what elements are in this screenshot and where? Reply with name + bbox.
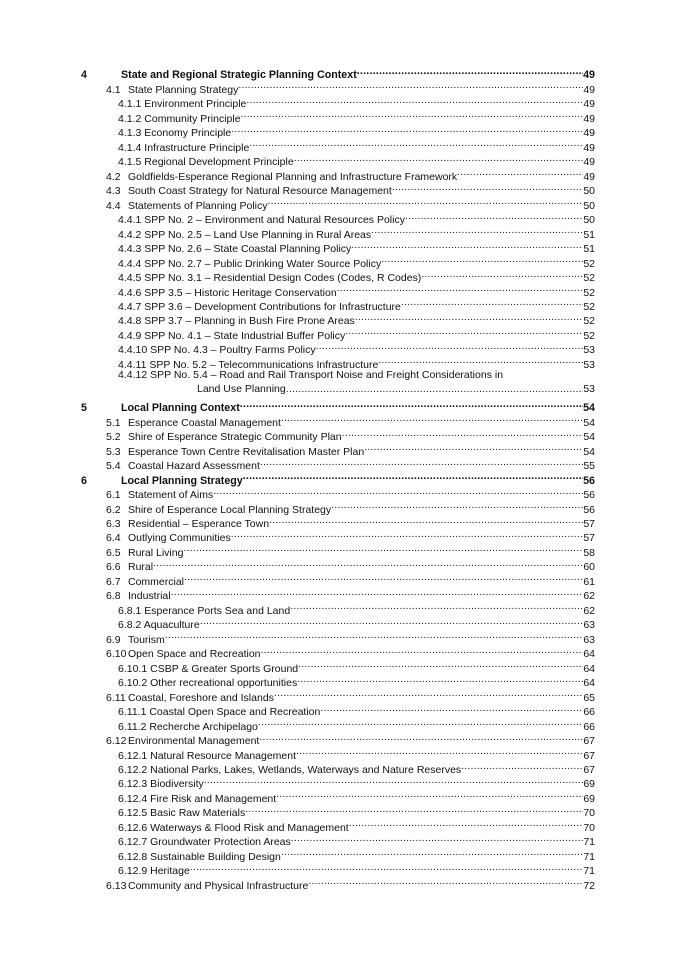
toc-entry-page-number: 54 bbox=[583, 416, 595, 429]
toc-entry[interactable] bbox=[81, 556, 595, 574]
toc-entry-number: 6.13 bbox=[106, 879, 127, 892]
toc-entry-number: 4.2 bbox=[106, 170, 121, 183]
toc-entry-page-number: 54 bbox=[583, 431, 595, 444]
dot-leader bbox=[245, 802, 583, 816]
toc-entry[interactable] bbox=[81, 802, 595, 820]
dot-leader bbox=[401, 296, 583, 310]
toc-entry-page-number: 63 bbox=[583, 633, 595, 646]
toc-entry[interactable] bbox=[81, 252, 595, 270]
toc-entry-page-number: 66 bbox=[583, 720, 595, 733]
dot-leader bbox=[281, 411, 583, 425]
toc-entry-title: South Coast Strategy for Natural Resource Management bbox=[128, 185, 392, 198]
toc-entry-title: Land Use Planning bbox=[197, 383, 286, 396]
toc-entry[interactable] bbox=[81, 874, 595, 892]
toc-entry[interactable] bbox=[81, 122, 595, 140]
toc-entry[interactable] bbox=[81, 93, 595, 111]
toc-entry-number: 4.4 bbox=[106, 199, 121, 212]
toc-entry-title: Shire of Esperance Local Planning Strategy bbox=[128, 503, 332, 516]
toc-entry-number: 5 bbox=[81, 402, 87, 415]
toc-entry[interactable] bbox=[81, 107, 595, 125]
toc-entry-title: 6.12.6 Waterways & Flood Risk and Management bbox=[118, 821, 349, 834]
toc-entry-title: 4.4.6 SPP 3.5 – Historic Heritage Conservation bbox=[118, 286, 337, 299]
toc-entry-title: Coastal Hazard Assessment bbox=[128, 460, 260, 473]
toc-entry[interactable] bbox=[81, 570, 595, 588]
toc-entry-title: 4.1.4 Infrastructure Principle bbox=[118, 141, 250, 154]
toc-entry-title: 6.10.1 CSBP & Greater Sports Ground bbox=[118, 662, 299, 675]
toc-entry[interactable] bbox=[81, 686, 595, 704]
toc-entry-page-number: 56 bbox=[583, 474, 595, 487]
toc-entry[interactable] bbox=[81, 730, 595, 748]
toc-entry-title: 4.4.7 SPP 3.6 – Development Contributions for Infrastructure bbox=[118, 300, 401, 313]
dot-leader bbox=[320, 701, 583, 715]
toc-entry-page-number: 52 bbox=[583, 257, 595, 270]
toc-entry[interactable] bbox=[81, 845, 595, 863]
toc-entry-page-number: 70 bbox=[583, 807, 595, 820]
toc-entry-number: 6.6 bbox=[106, 561, 121, 574]
toc-entry-title: Industrial bbox=[128, 590, 171, 603]
toc-entry-title: Rural bbox=[128, 561, 154, 574]
toc-entry-title: 4.1.1 Environment Principle bbox=[118, 98, 247, 111]
dot-leader bbox=[349, 816, 584, 830]
toc-entry-title: Environmental Management bbox=[128, 735, 260, 748]
toc-entry-page-number: 63 bbox=[583, 619, 595, 632]
dot-leader bbox=[297, 672, 583, 686]
toc-entry-title: Tourism bbox=[128, 633, 165, 646]
dot-leader bbox=[357, 64, 583, 78]
dot-leader bbox=[259, 730, 583, 744]
dot-leader bbox=[153, 556, 583, 570]
toc-entry-page-number: 62 bbox=[583, 590, 595, 603]
toc-entry-title: Local Planning Context bbox=[121, 402, 240, 415]
toc-entry[interactable] bbox=[81, 194, 595, 212]
toc-entry-page-number: 54 bbox=[583, 402, 595, 415]
toc-entry-page-number: 57 bbox=[583, 532, 595, 545]
toc-entry-title: Statements of Planning Policy bbox=[128, 199, 268, 212]
toc-entry-number: 6 bbox=[81, 474, 87, 487]
toc-entry-page-number: 64 bbox=[583, 677, 595, 690]
toc-entry[interactable] bbox=[81, 614, 595, 632]
dot-leader bbox=[260, 455, 583, 469]
toc-entry[interactable] bbox=[81, 78, 595, 96]
toc-entry-title: 6.12.8 Sustainable Building Design bbox=[118, 850, 281, 863]
toc-entry-title: Outlying Communities bbox=[128, 532, 231, 545]
dot-leader bbox=[165, 628, 584, 642]
toc-entry-title: Open Space and Recreation bbox=[128, 648, 261, 661]
toc-entry-title: Community and Physical Infrastructure bbox=[128, 879, 309, 892]
toc-entry[interactable] bbox=[81, 151, 595, 169]
toc-entry-page-number: 71 bbox=[583, 836, 595, 849]
toc-entry[interactable] bbox=[81, 267, 595, 285]
toc-entry[interactable] bbox=[81, 455, 595, 473]
toc-entry[interactable] bbox=[81, 353, 595, 371]
toc-entry-title: 4.4.10 SPP No. 4.3 – Poultry Farms Policy bbox=[118, 344, 316, 357]
toc-entry-title: 6.11.2 Recherche Archipelago bbox=[118, 720, 258, 733]
toc-entry[interactable] bbox=[81, 484, 595, 502]
toc-entry[interactable] bbox=[81, 469, 595, 487]
dot-leader bbox=[381, 252, 583, 266]
toc-entry-page-number: 67 bbox=[583, 763, 595, 776]
toc-entry-page-number: 53 bbox=[583, 383, 595, 396]
toc-entry[interactable] bbox=[81, 281, 595, 299]
toc-entry-page-number: 52 bbox=[583, 329, 595, 342]
toc-entry-title: Commercial bbox=[128, 575, 185, 588]
toc-entry-title: 4.1.5 Regional Development Principle bbox=[118, 156, 294, 169]
dot-leader bbox=[246, 93, 583, 107]
toc-entry-page-number: 49 bbox=[583, 98, 595, 111]
toc-entry[interactable] bbox=[81, 787, 595, 805]
table-of-contents bbox=[81, 64, 595, 892]
dot-leader bbox=[204, 773, 584, 787]
dot-leader bbox=[286, 382, 584, 396]
toc-entry-number: 6.5 bbox=[106, 546, 121, 559]
toc-entry-number: 5.1 bbox=[106, 416, 121, 429]
toc-entry-title: Goldfields-Esperance Regional Planning and Infrastructure Framework bbox=[128, 170, 458, 183]
toc-entry-page-number: 70 bbox=[583, 821, 595, 834]
toc-entry[interactable] bbox=[81, 816, 595, 834]
toc-entry-number: 6.8 bbox=[106, 590, 121, 603]
toc-entry-page-number: 50 bbox=[583, 214, 595, 227]
dot-leader bbox=[200, 614, 584, 628]
toc-entry-title: Statement of Aims bbox=[128, 489, 214, 502]
toc-entry-number: 5.2 bbox=[106, 431, 121, 444]
toc-entry[interactable] bbox=[81, 701, 595, 719]
dot-leader bbox=[171, 585, 584, 599]
toc-entry-page-number: 61 bbox=[583, 575, 595, 588]
toc-entry-title: 6.8.2 Aquaculture bbox=[118, 619, 200, 632]
toc-entry-page-number: 54 bbox=[583, 445, 595, 458]
dot-leader bbox=[457, 165, 583, 179]
toc-entry[interactable] bbox=[81, 238, 595, 256]
dot-leader bbox=[364, 440, 583, 454]
toc-entry-title: 4.4.9 SPP No. 4.1 – State Industrial Buffer Policy bbox=[118, 329, 346, 342]
toc-entry-title: 6.12.3 Biodiversity bbox=[118, 778, 204, 791]
dot-leader bbox=[337, 281, 584, 295]
dot-leader bbox=[316, 339, 584, 353]
toc-entry[interactable] bbox=[81, 339, 595, 357]
toc-entry[interactable] bbox=[81, 657, 595, 675]
toc-entry[interactable] bbox=[81, 411, 595, 429]
toc-entry[interactable] bbox=[81, 180, 595, 198]
toc-entry-page-number: 50 bbox=[583, 185, 595, 198]
toc-entry-page-number: 56 bbox=[583, 503, 595, 516]
toc-entry[interactable] bbox=[81, 599, 595, 617]
toc-entry[interactable] bbox=[81, 628, 595, 646]
toc-entry[interactable] bbox=[81, 64, 595, 82]
toc-entry[interactable] bbox=[81, 585, 595, 603]
toc-entry[interactable] bbox=[81, 368, 595, 397]
toc-entry-page-number: 60 bbox=[583, 561, 595, 574]
toc-entry-page-number: 64 bbox=[583, 648, 595, 661]
toc-entry-page-number: 53 bbox=[583, 344, 595, 357]
toc-entry-number: 6.11 bbox=[106, 691, 126, 704]
dot-leader bbox=[378, 353, 583, 367]
toc-entry[interactable] bbox=[81, 426, 595, 444]
dot-leader bbox=[238, 78, 583, 92]
toc-entry[interactable] bbox=[81, 860, 595, 878]
toc-entry-title: 4.4.8 SPP 3.7 – Planning in Bush Fire Prone Areas bbox=[118, 315, 355, 328]
dot-leader bbox=[249, 136, 583, 150]
toc-entry[interactable] bbox=[81, 643, 595, 661]
toc-entry-title: 6.8.1 Esperance Ports Sea and Land bbox=[118, 604, 291, 617]
toc-entry-page-number: 65 bbox=[583, 691, 595, 704]
toc-entry-page-number: 49 bbox=[583, 170, 595, 183]
toc-entry[interactable] bbox=[81, 759, 595, 776]
toc-entry-page-number: 69 bbox=[583, 778, 595, 791]
toc-entry[interactable] bbox=[81, 397, 595, 415]
toc-entry-page-number: 62 bbox=[583, 604, 595, 617]
toc-entry-title: 6.12.2 National Parks, Lakes, Wetlands, Waterways and Nature Reserves bbox=[118, 763, 462, 776]
toc-entry[interactable] bbox=[81, 310, 595, 328]
dot-leader bbox=[241, 107, 584, 121]
toc-entry[interactable] bbox=[81, 324, 595, 342]
dot-leader bbox=[269, 513, 583, 527]
toc-entry-page-number: 58 bbox=[583, 546, 595, 559]
toc-entry[interactable] bbox=[81, 672, 595, 690]
toc-entry-number: 6.2 bbox=[106, 503, 121, 516]
dot-leader bbox=[268, 194, 584, 208]
dot-leader bbox=[308, 874, 583, 888]
toc-entry-number: 4.3 bbox=[106, 185, 121, 198]
toc-entry-title: 4.4.12 SPP No. 5.4 – Road and Rail Transport Noise and Freight Considerations in bbox=[118, 368, 504, 381]
dot-leader bbox=[231, 527, 584, 541]
dot-leader bbox=[345, 324, 583, 338]
toc-entry-number: 4 bbox=[81, 69, 87, 82]
toc-entry-page-number: 56 bbox=[583, 489, 595, 502]
dot-leader bbox=[392, 180, 584, 194]
toc-entry-page-number: 49 bbox=[583, 83, 595, 96]
toc-entry-title: Local Planning Strategy bbox=[121, 474, 243, 487]
dot-leader bbox=[240, 397, 583, 411]
toc-entry-page-number: 72 bbox=[583, 879, 595, 892]
toc-entry-page-number: 51 bbox=[583, 243, 595, 256]
toc-entry-page-number: 52 bbox=[583, 272, 595, 285]
toc-entry-title: 6.12.9 Heritage bbox=[118, 865, 190, 878]
dot-leader bbox=[290, 599, 583, 613]
toc-entry[interactable] bbox=[81, 223, 595, 241]
toc-entry-page-number: 49 bbox=[583, 127, 595, 140]
toc-entry-number: 5.3 bbox=[106, 445, 121, 458]
toc-entry-number: 6.4 bbox=[106, 532, 121, 545]
toc-entry-title: Rural Living bbox=[128, 546, 184, 559]
toc-entry[interactable] bbox=[81, 136, 595, 154]
toc-entry-title: Esperance Coastal Management bbox=[128, 416, 281, 429]
dot-leader bbox=[371, 223, 583, 237]
toc-entry-title: 6.12.4 Fire Risk and Management bbox=[118, 792, 277, 805]
dot-leader bbox=[355, 310, 584, 324]
toc-entry-page-number: 49 bbox=[583, 112, 595, 125]
dot-leader bbox=[291, 831, 584, 845]
toc-entry-title: Residential – Esperance Town bbox=[128, 518, 270, 531]
toc-entry-page-number: 52 bbox=[583, 286, 595, 299]
toc-entry-page-number: 49 bbox=[583, 141, 595, 154]
dot-leader bbox=[231, 122, 583, 136]
toc-entry-title: 6.10.2 Other recreational opportunities bbox=[118, 677, 298, 690]
toc-entry-title: 4.4.2 SPP No. 2.5 – Land Use Planning in Rural Areas bbox=[118, 228, 372, 241]
toc-entry-page-number: 53 bbox=[583, 358, 595, 371]
toc-entry[interactable] bbox=[81, 513, 595, 531]
toc-entry-title: 6.12.5 Basic Raw Materials bbox=[118, 807, 246, 820]
toc-entry-title: 6.11.1 Coastal Open Space and Recreation bbox=[118, 706, 321, 719]
dot-leader bbox=[261, 643, 584, 657]
toc-entry[interactable] bbox=[81, 773, 595, 791]
toc-entry-page-number: 67 bbox=[583, 749, 595, 762]
toc-entry-page-number: 64 bbox=[583, 662, 595, 675]
toc-entry-number: 6.3 bbox=[106, 518, 121, 531]
dot-leader bbox=[342, 426, 584, 440]
toc-entry-title: 6.12.7 Groundwater Protection Areas bbox=[118, 836, 291, 849]
dot-leader bbox=[296, 744, 583, 758]
toc-entry-title: 4.4.3 SPP No. 2.6 – State Coastal Planning Policy bbox=[118, 243, 352, 256]
toc-entry-title: Coastal, Foreshore and Islands bbox=[128, 691, 274, 704]
toc-entry-title: 4.4.4 SPP No. 2.7 – Public Drinking Water Source Policy bbox=[118, 257, 382, 270]
dot-leader bbox=[298, 657, 583, 671]
toc-entry-number: 5.4 bbox=[106, 460, 121, 473]
toc-entry-title: 4.1.2 Community Principle bbox=[118, 112, 241, 125]
toc-entry-page-number: 52 bbox=[583, 315, 595, 328]
toc-entry-title: Shire of Esperance Strategic Community Plan bbox=[128, 431, 342, 444]
dot-leader bbox=[184, 570, 583, 584]
toc-entry-page-number: 57 bbox=[583, 518, 595, 531]
toc-entry-page-number: 66 bbox=[583, 706, 595, 719]
dot-leader bbox=[258, 715, 583, 729]
toc-entry[interactable] bbox=[81, 541, 595, 559]
toc-entry-page-number: 50 bbox=[583, 199, 595, 212]
toc-entry-page-number: 67 bbox=[583, 735, 595, 748]
toc-entry[interactable] bbox=[81, 744, 595, 762]
dot-leader bbox=[461, 759, 583, 773]
dot-leader bbox=[243, 469, 583, 483]
toc-entry-page-number: 51 bbox=[583, 228, 595, 241]
toc-entry-page-number: 49 bbox=[583, 156, 595, 169]
dot-leader bbox=[190, 860, 584, 874]
toc-entry-page-number: 71 bbox=[583, 850, 595, 863]
toc-entry-page-number: 55 bbox=[583, 460, 595, 473]
toc-entry[interactable] bbox=[81, 715, 595, 733]
dot-leader bbox=[351, 238, 583, 252]
toc-entry-title: State and Regional Strategic Planning Context bbox=[121, 69, 357, 82]
dot-leader bbox=[276, 787, 583, 801]
dot-leader bbox=[213, 484, 583, 498]
toc-entry[interactable] bbox=[81, 209, 595, 227]
toc-entry-number: 4.1 bbox=[106, 83, 121, 96]
toc-entry-page-number: 69 bbox=[583, 792, 595, 805]
dot-leader bbox=[281, 845, 583, 859]
toc-entry-title: 4.4.11 SPP No. 5.2 – Telecommunications Infrastructure bbox=[118, 358, 379, 371]
toc-entry-number: 6.9 bbox=[106, 633, 121, 646]
dot-leader bbox=[294, 151, 584, 165]
toc-entry-title: 4.1.3 Economy Principle bbox=[118, 127, 232, 140]
dot-leader bbox=[421, 267, 583, 281]
dot-leader bbox=[331, 498, 583, 512]
dot-leader bbox=[405, 209, 583, 223]
toc-entry-title: State Planning Strategy bbox=[128, 83, 239, 96]
toc-entry[interactable] bbox=[81, 296, 595, 313]
toc-entry[interactable] bbox=[81, 831, 595, 849]
toc-entry[interactable] bbox=[81, 527, 595, 545]
toc-entry-page-number: 49 bbox=[583, 69, 595, 82]
toc-entry-number: 6.1 bbox=[106, 489, 121, 502]
toc-entry-number: 6.7 bbox=[106, 575, 121, 588]
toc-entry[interactable] bbox=[81, 440, 595, 458]
toc-entry-title: 4.4.5 SPP No. 3.1 – Residential Design Codes (Codes, R Codes) bbox=[118, 272, 422, 285]
dot-leader bbox=[183, 541, 583, 555]
toc-entry[interactable] bbox=[81, 498, 595, 516]
toc-entry-number: 6.10 bbox=[106, 648, 127, 661]
toc-entry-title: 4.4.1 SPP No. 2 – Environment and Natural Resources Policy bbox=[118, 214, 405, 227]
toc-entry-title: 6.12.1 Natural Resource Management bbox=[118, 749, 297, 762]
dot-leader bbox=[274, 686, 583, 700]
toc-entry-number: 6.12 bbox=[106, 735, 127, 748]
toc-entry-title: Esperance Town Centre Revitalisation Master Plan bbox=[128, 445, 365, 458]
toc-entry-page-number: 52 bbox=[583, 300, 595, 313]
toc-entry-page-number: 71 bbox=[583, 865, 595, 878]
toc-entry[interactable] bbox=[81, 165, 595, 183]
